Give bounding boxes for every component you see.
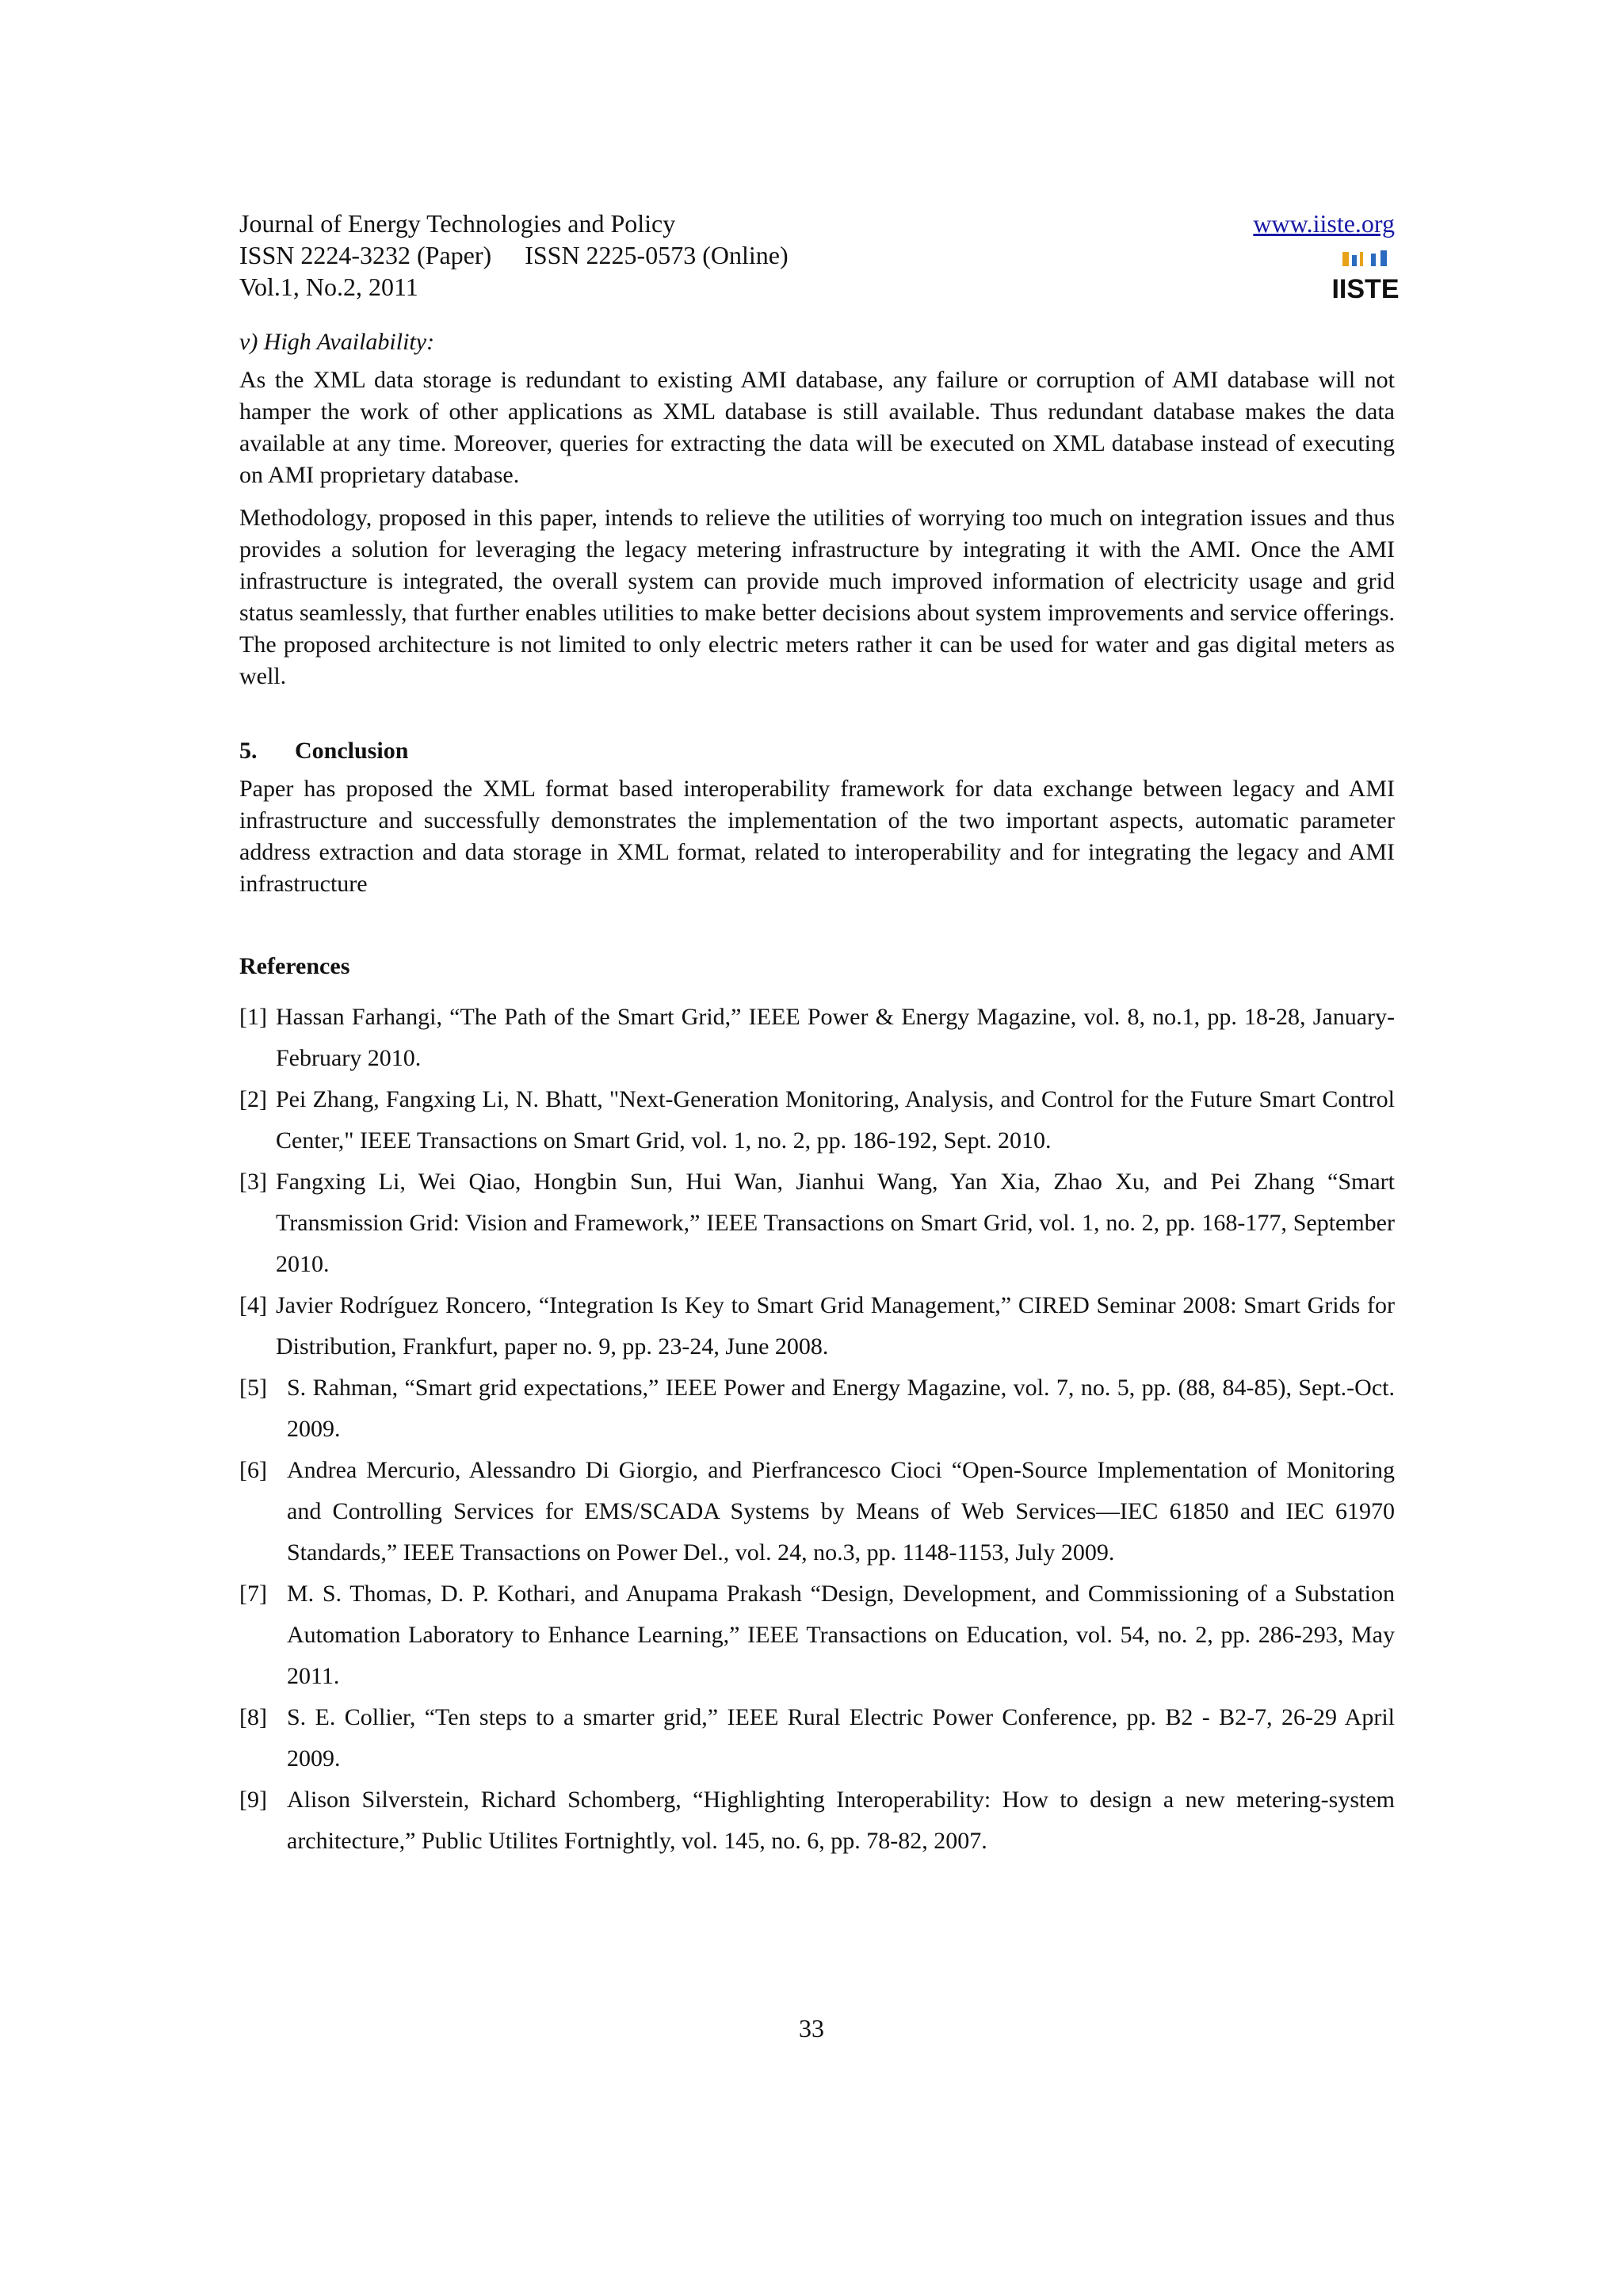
reference-number: [9] bbox=[239, 1787, 267, 1813]
iiste-logo-icon bbox=[1331, 250, 1400, 304]
body-paragraph: As the XML data storage is redundant to existing AMI database, any failure or corruption of AMI database will not hamper the work of other applications as XML database is still available. Thus redundant database makes the data available at any time. Moreover, queries for extracting the data will be executed on XML database instead of executing on AMI proprietary database. bbox=[239, 367, 1395, 488]
reference-text: Alison Silverstein, Richard Schomberg, “Highlighting Interoperability: How to design a new metering-system architecture,” Public Utilites Fortnightly, vol. 145, no. 6, pp. 78-82, 2007. bbox=[287, 1787, 1395, 1854]
page-number: 33 bbox=[799, 2014, 824, 2042]
reference-text: Fangxing Li, Wei Qiao, Hongbin Sun, Hui Wan, Jianhui Wang, Yan Xia, Zhao Xu, and Pei Zhang “Smart Transmission Grid: Vision and Framework,” IEEE Transactions on Smart Grid, vol. 1, no. 2, pp. 168-177, September 2010. bbox=[276, 1169, 1395, 1277]
reference-item bbox=[239, 1161, 1395, 1285]
reference-text: M. S. Thomas, D. P. Kothari, and Anupama Prakash “Design, Development, and Commissioning of a Substation Automation Laboratory to Enhance Learning,” IEEE Transactions on Education, vol. 54, no. 2, pp. 286-293, May 2011. bbox=[287, 1581, 1395, 1689]
reference-text: Andrea Mercurio, Alessandro Di Giorgio, and Pierfrancesco Cioci “Open-Source Implementation of Monitoring and Controlling Services for EMS/SCADA Systems by Means of Web Services—IEC 61850 and IEC 61970 Standards,” IEEE Transactions on Power Del., vol. 24, no.3, pp. 1148-1153, July 2009. bbox=[287, 1457, 1395, 1566]
reference-item bbox=[239, 1779, 1395, 1862]
website-link[interactable]: www.iiste.org bbox=[1253, 209, 1395, 238]
reference-item bbox=[239, 1285, 1395, 1367]
section-number: 5. bbox=[239, 738, 258, 764]
reference-item bbox=[239, 1450, 1395, 1573]
reference-text: S. E. Collier, “Ten steps to a smarter grid,” IEEE Rural Electric Power Conference, pp. B2 - B2-7, 26-29 April 2009. bbox=[287, 1704, 1395, 1772]
reference-number: [1] bbox=[239, 1004, 267, 1030]
reference-item bbox=[239, 1079, 1395, 1161]
reference-text: S. Rahman, “Smart grid expectations,” IEEE Power and Energy Magazine, vol. 7, no. 5, pp. (88, 84-85), Sept.-Oct. 2009. bbox=[287, 1375, 1395, 1442]
reference-text: Hassan Farhangi, “The Path of the Smart Grid,” IEEE Power & Energy Magazine, vol. 8, no.1, pp. 18-28, January-February 2010. bbox=[276, 1004, 1395, 1071]
reference-number: [3] bbox=[239, 1169, 267, 1195]
volume-info: Vol.1, No.2, 2011 bbox=[239, 273, 418, 301]
reference-number: [8] bbox=[239, 1704, 267, 1730]
reference-item bbox=[239, 1573, 1395, 1697]
subsection-heading: v) High Availability: bbox=[239, 329, 435, 355]
reference-number: [5] bbox=[239, 1375, 267, 1401]
reference-number: [2] bbox=[239, 1086, 267, 1112]
reference-text: Pei Zhang, Fangxing Li, N. Bhatt, "Next-Generation Monitoring, Analysis, and Control for the Future Smart Control Center," IEEE Transactions on Smart Grid, vol. 1, no. 2, pp. 186-192, Sept. 2010. bbox=[276, 1086, 1395, 1154]
journal-info bbox=[239, 208, 1395, 303]
issn-paper: ISSN 2224-3232 (Paper) bbox=[239, 241, 492, 269]
reference-number: [6] bbox=[239, 1457, 267, 1483]
references-heading: References bbox=[239, 953, 350, 979]
logo-text: IISTE bbox=[1331, 274, 1400, 304]
issn-online: ISSN 2225-0573 (Online) bbox=[525, 241, 789, 269]
reference-number: [7] bbox=[239, 1581, 267, 1607]
reference-item bbox=[239, 1697, 1395, 1779]
conclusion-paragraph: Paper has proposed the XML format based interoperability framework for data exchange between legacy and AMI infrastructure and successfully demonstrates the implementation of the two important aspects, automatic parameter address extraction and data storage in XML format, related to interoperability and for integrating the legacy and AMI infrastructure bbox=[239, 776, 1395, 897]
reference-item bbox=[239, 1367, 1395, 1450]
references-list bbox=[239, 997, 1395, 1862]
reference-item bbox=[239, 997, 1395, 1079]
issn-line bbox=[239, 239, 1395, 271]
paper-page bbox=[239, 208, 1400, 1862]
section-title: Conclusion bbox=[295, 738, 409, 764]
reference-text: Javier Rodríguez Roncero, “Integration Is Key to Smart Grid Management,” CIRED Seminar 2008: Smart Grids for Distribution, Frankfurt, paper no. 9, pp. 23-24, June 2008. bbox=[276, 1292, 1395, 1360]
body-paragraph: Methodology, proposed in this paper, intends to relieve the utilities of worrying too much on integration issues and thus provides a solution for leveraging the legacy metering infrastructure by integrating it with the AMI. Once the AMI infrastructure is integrated, the overall system can provide much improved information of electricity usage and grid status seamlessly, that further enables utilities to make better decisions about system improvements and service offerings. The proposed architecture is not limited to only electric meters rather it can be used for water and gas digital meters as well. bbox=[239, 505, 1395, 689]
reference-number: [4] bbox=[239, 1292, 267, 1318]
journal-header bbox=[239, 208, 1400, 311]
journal-title: Journal of Energy Technologies and Policy bbox=[239, 209, 676, 238]
conclusion-heading bbox=[239, 735, 1395, 767]
